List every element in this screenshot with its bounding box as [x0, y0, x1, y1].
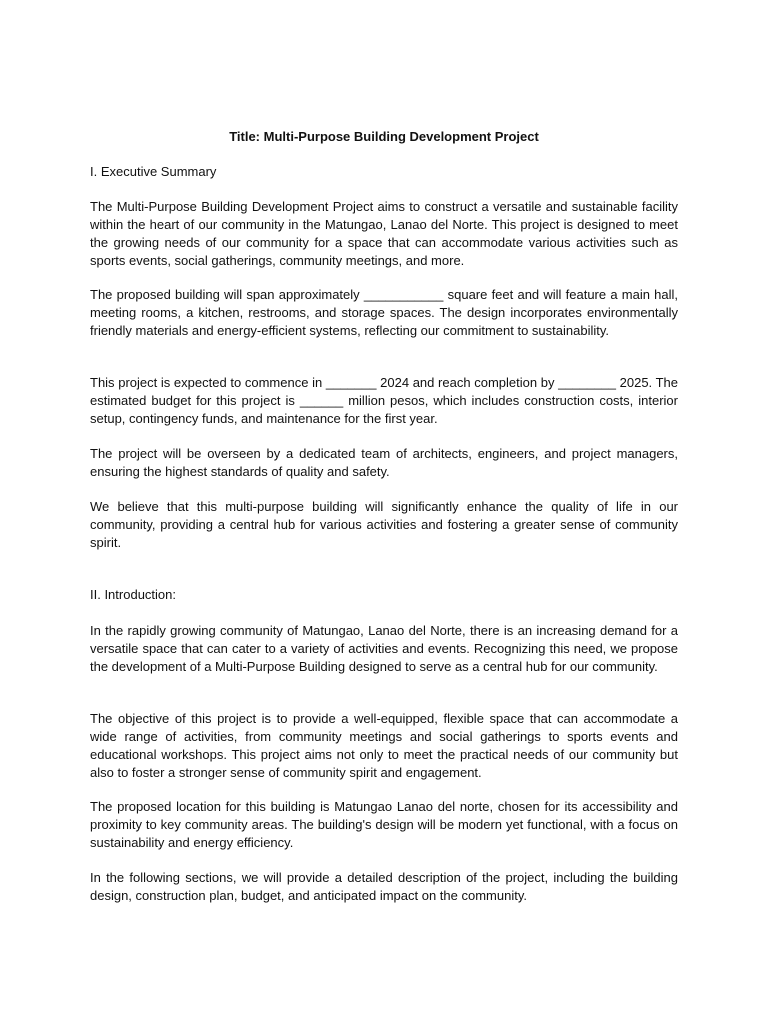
- executive-summary-paragraph-1: The Multi-Purpose Building Development Project aims to construct a versatile and sustainable facility within the heart of our community in the Matungao, Lanao del Norte. This project is designed to meet the growing needs of our community for a space that can accommodate various activities such as sports events, social gatherings, community meetings, and more.: [90, 199, 678, 268]
- executive-summary-paragraph-2: The proposed building will span approximately ___________ square feet and will feature a main hall, meeting rooms, a kitchen, restrooms, and storage spaces. The design incorporates environmentally friendly materials and energy-efficient systems, reflecting our commitment to sustainability.: [90, 287, 678, 338]
- introduction-paragraph-4: In the following sections, we will provide a detailed description of the project, including the building design, construction plan, budget, and anticipated impact on the community.: [90, 870, 678, 903]
- document-title: Title: Multi-Purpose Building Development Project: [229, 129, 539, 144]
- introduction-paragraph-2: The objective of this project is to provide a well-equipped, flexible space that can accommodate a wide range of activities, from community meetings and social gatherings to sports events and educational workshops. This project aims not only to meet the practical needs of our community but also to foster a stronger sense of community spirit and engagement.: [90, 711, 678, 780]
- introduction-paragraph-1: In the rapidly growing community of Matungao, Lanao del Norte, there is an increasing demand for a versatile space that can cater to a variety of activities and events. Recognizing this need, we propose the development of a Multi-Purpose Building designed to serve as a central hub for our community.: [90, 623, 678, 674]
- executive-summary-paragraph-5: We believe that this multi-purpose building will significantly enhance the quality of life in our community, providing a central hub for various activities and fostering a greater sense of community spirit.: [90, 499, 678, 550]
- document-page: [90, 0, 678, 1024]
- executive-summary-paragraph-3: This project is expected to commence in _______ 2024 and reach completion by ________ 2025. The estimated budget for this project is ______ million pesos, which includes construction costs, interior setup, contingency funds, and maintenance for the first year.: [90, 375, 678, 426]
- section-heading-executive-summary: I. Executive Summary: [90, 164, 217, 179]
- introduction-paragraph-3: The proposed location for this building is Matungao Lanao del norte, chosen for its accessibility and proximity to key community areas. The building's design will be modern yet functional, with a focus on sustainability and energy efficiency.: [90, 799, 678, 850]
- section-heading-introduction: II. Introduction:: [90, 587, 176, 602]
- executive-summary-paragraph-4: The project will be overseen by a dedicated team of architects, engineers, and project managers, ensuring the highest standards of quality and safety.: [90, 446, 678, 479]
